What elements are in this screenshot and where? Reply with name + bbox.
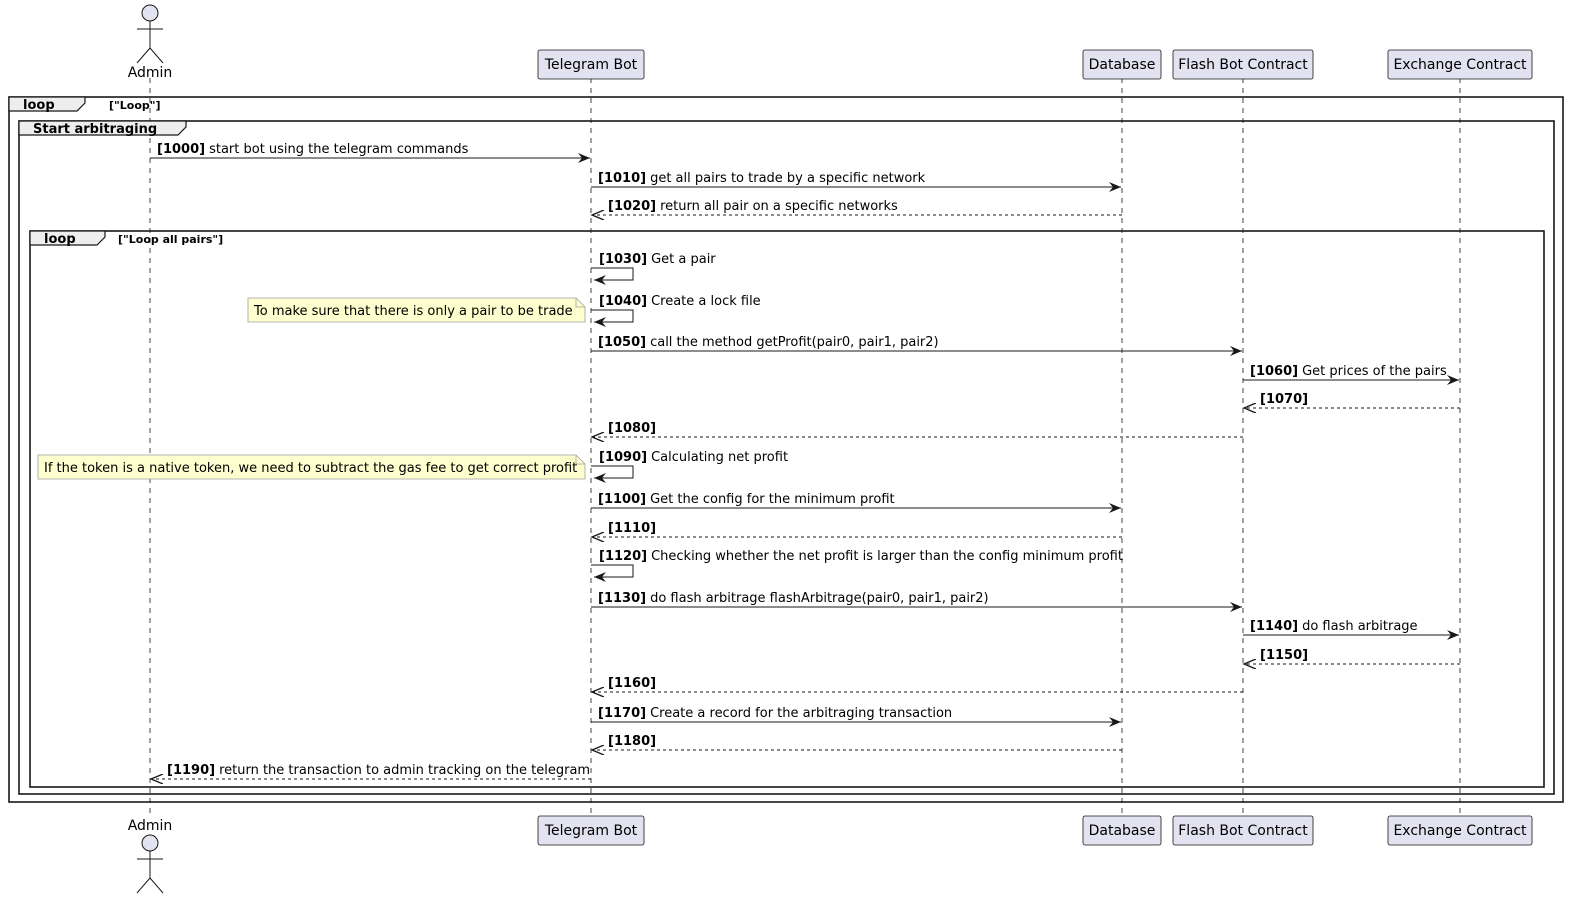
- message-label: [599, 294, 761, 309]
- note-1: [38, 455, 585, 479]
- message-label: [598, 492, 895, 507]
- participant-flash-bottom: [1173, 816, 1313, 845]
- message-text: Get prices of the pairs: [1302, 364, 1447, 379]
- message-number: [1000]: [157, 142, 206, 157]
- message-number: [1040]: [599, 294, 648, 309]
- message-1090: [591, 450, 788, 478]
- message-number: [1030]: [599, 252, 648, 267]
- participant-flash-top: [1173, 50, 1313, 79]
- message-label: [598, 591, 989, 606]
- participant-exchange-bottom: [1388, 816, 1532, 845]
- message-number: [1010]: [598, 171, 647, 186]
- message-1070: [1244, 392, 1460, 408]
- message-text: Calculating net profit: [651, 450, 789, 465]
- fragment-condition: ["Loop all pairs"]: [118, 233, 224, 246]
- message-text: Create a lock file: [651, 294, 761, 309]
- participant-label: Telegram Bot: [544, 57, 638, 73]
- fragment-condition: ["Loop"]: [109, 99, 161, 112]
- message-1030: [591, 252, 716, 280]
- message-number: [1090]: [599, 450, 648, 465]
- participant-label: Flash Bot Contract: [1178, 823, 1308, 839]
- message-text: Get a pair: [651, 252, 716, 267]
- message-text: Checking whether the net profit is larger than the config minimum profit: [651, 549, 1123, 564]
- participant-label: Admin: [127, 818, 173, 834]
- fragment-tag: loop: [44, 232, 76, 247]
- fragment-tag: Start arbitraging: [33, 122, 158, 137]
- note-text: To make sure that there is only a pair to be trade: [254, 304, 573, 319]
- participant-bot-bottom: [538, 816, 644, 845]
- participant-label: Database: [1088, 57, 1156, 73]
- message-1050: [591, 335, 1242, 351]
- message-number: [1050]: [598, 335, 647, 350]
- message-number: [1060]: [1250, 364, 1299, 379]
- message-number: [1120]: [599, 549, 648, 564]
- message-1000: [150, 142, 590, 158]
- message-number: [1020]: [608, 199, 657, 214]
- message-label: [608, 734, 656, 749]
- message-1120: [591, 549, 1123, 577]
- message-1190: [151, 763, 591, 779]
- message-1150: [1244, 648, 1460, 664]
- participant-admin-top: [128, 5, 173, 81]
- participant-label: Exchange Contract: [1393, 823, 1527, 839]
- message-label: [608, 199, 898, 214]
- message-1160: [592, 676, 1243, 692]
- message-label: [599, 549, 1123, 564]
- participant-exchange-top: [1388, 50, 1532, 79]
- message-1100: [591, 492, 1121, 508]
- participant-db-bottom: [1083, 816, 1161, 845]
- message-label: [598, 706, 952, 721]
- message-number: [1100]: [598, 492, 647, 507]
- message-text: get all pairs to trade by a specific network: [650, 171, 926, 186]
- message-1040: [591, 294, 761, 322]
- message-label: [157, 142, 469, 157]
- message-text: Get the config for the minimum profit: [650, 492, 895, 507]
- participant-label: Database: [1088, 823, 1156, 839]
- message-1140: [1243, 619, 1459, 635]
- message-text: call the method getProfit(pair0, pair1, pair2): [650, 335, 939, 350]
- message-label: [599, 450, 788, 465]
- message-number: [1160]: [608, 676, 657, 691]
- fragment-tag: loop: [23, 98, 55, 113]
- message-text: start bot using the telegram commands: [209, 142, 469, 157]
- message-number: [1110]: [608, 521, 657, 536]
- participant-label: Exchange Contract: [1393, 57, 1527, 73]
- message-number: [1130]: [598, 591, 647, 606]
- message-number: [1070]: [1260, 392, 1309, 407]
- note-text: If the token is a native token, we need to subtract the gas fee to get correct profit: [44, 461, 578, 476]
- participant-db-top: [1083, 50, 1161, 79]
- message-text: return the transaction to admin tracking on the telegram: [219, 763, 591, 778]
- note-0: [248, 298, 585, 322]
- message-text: return all pair on a specific networks: [660, 199, 898, 214]
- participant-label: Admin: [127, 65, 173, 81]
- message-label: [598, 171, 926, 186]
- message-text: do flash arbitrage: [1302, 619, 1418, 634]
- message-number: [1170]: [598, 706, 647, 721]
- message-label: [598, 335, 939, 350]
- message-number: [1190]: [167, 763, 216, 778]
- message-number: [1080]: [608, 421, 657, 436]
- message-text: Create a record for the arbitraging transaction: [650, 706, 953, 721]
- participant-label: Flash Bot Contract: [1178, 57, 1308, 73]
- message-1020: [592, 199, 1122, 215]
- message-1110: [592, 521, 1122, 537]
- message-1180: [592, 734, 1122, 750]
- message-label: [1250, 619, 1418, 634]
- message-label: [1250, 364, 1447, 379]
- message-label: [1260, 648, 1308, 663]
- message-1130: [591, 591, 1242, 607]
- message-1010: [591, 171, 1121, 187]
- message-number: [1140]: [1250, 619, 1299, 634]
- participant-bot-top: [538, 50, 644, 79]
- message-1080: [592, 421, 1243, 437]
- message-label: [1260, 392, 1308, 407]
- participant-label: Telegram Bot: [544, 823, 638, 839]
- message-1170: [591, 706, 1121, 722]
- message-label: [599, 252, 716, 267]
- participant-admin-bottom: [128, 818, 173, 893]
- message-number: [1180]: [608, 734, 657, 749]
- message-number: [1150]: [1260, 648, 1309, 663]
- message-label: [608, 676, 656, 691]
- message-label: [608, 521, 656, 536]
- message-text: do flash arbitrage flashArbitrage(pair0, pair1, pair2): [650, 591, 989, 606]
- message-label: [167, 763, 590, 778]
- message-label: [608, 421, 656, 436]
- message-1060: [1243, 364, 1459, 380]
